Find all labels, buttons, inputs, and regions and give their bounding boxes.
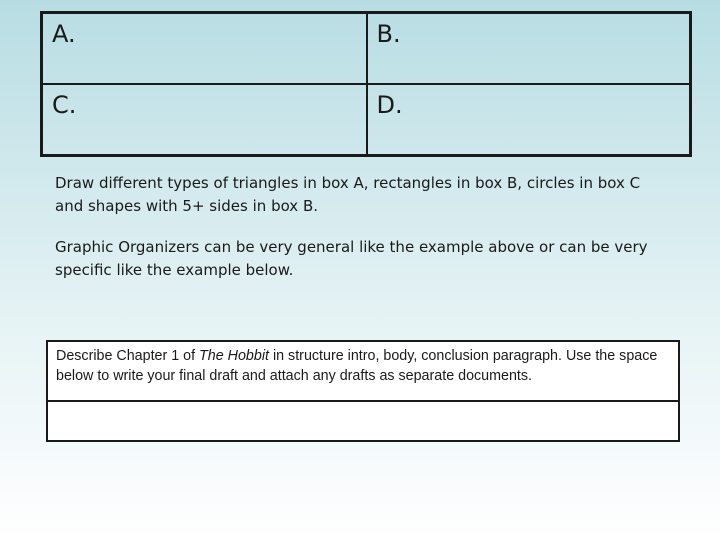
box-d[interactable]: D. — [367, 84, 691, 156]
shape-instructions: Draw different types of triangles in box A, rectangles in box B, circles in box C and shapes with 5+ sides in box B. — [55, 174, 641, 215]
box-b[interactable]: B. — [367, 13, 691, 85]
box-a[interactable]: A. — [42, 13, 367, 85]
graphic-organizer-grid — [40, 11, 692, 157]
prompt-rest: in structure intro, body, conclusion paragraph. Use the space below to write your final draft and attach any drafts as separate documents. — [56, 348, 658, 384]
prompt-intro: Describe Chapter 1 of — [56, 348, 200, 364]
hobbit-organizer — [46, 340, 680, 442]
box-c[interactable]: C. — [42, 84, 367, 156]
organizer-explanation: Graphic Organizers can be very general like the example above or can be very specific like the example below. — [55, 238, 648, 279]
answer-area[interactable] — [48, 402, 678, 440]
grid-row-top — [42, 13, 691, 85]
book-title: The Hobbit — [199, 348, 269, 364]
grid-row-bottom — [42, 84, 691, 156]
hobbit-prompt — [48, 342, 678, 402]
